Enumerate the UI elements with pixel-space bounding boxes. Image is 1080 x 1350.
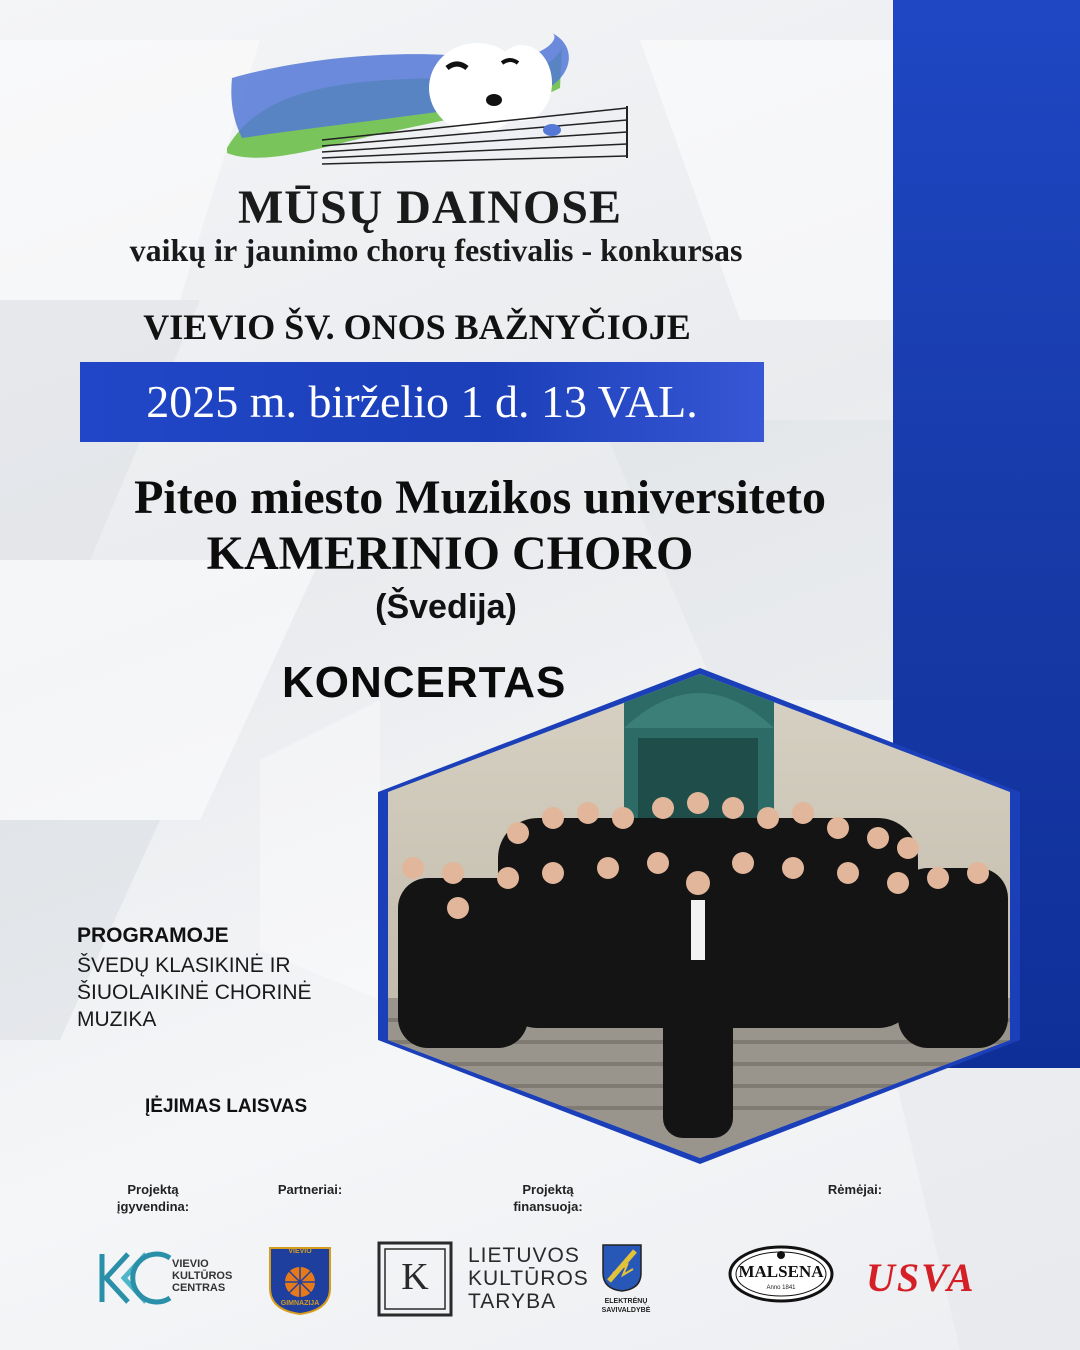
label-implementer: Projektą įgyvendina: <box>116 1182 190 1214</box>
entry-note: ĮĖJIMAS LAISVAS <box>145 1096 308 1117</box>
label-partners: Partneriai: <box>277 1182 343 1197</box>
event-venue: VIEVIO ŠV. ONOS BAŽNYČIOJE <box>143 307 691 347</box>
festival-logo <box>222 28 632 170</box>
ltc-letter: K <box>401 1256 429 1298</box>
festival-title: MŪSŲ DAINOSE <box>237 181 623 234</box>
kc-logo-icon <box>96 1250 172 1306</box>
performer-line-1: Piteo miesto Muzikos universiteto <box>134 471 826 524</box>
performer-line-2: KAMERINIO CHORO <box>206 527 694 580</box>
malsena-logo-text: MALSENA <box>738 1262 824 1281</box>
elektrenai-shield-icon <box>601 1243 643 1293</box>
kc-logo-text: VIEVIO KULTŪROS CENTRAS <box>172 1258 233 1294</box>
festival-subtitle: vaikų ir jaunimo chorų festivalis - konkursas <box>129 232 743 268</box>
elektrenai-text: ELEKTRĖNŲ SAVIVALDYBĖ <box>601 1298 651 1314</box>
concert-label: KONCERTAS <box>282 658 567 707</box>
choir-photo <box>378 668 1020 1164</box>
label-funder: Projektą finansuoja: <box>513 1182 583 1214</box>
gymnasium-top-text: VIEVIO <box>288 1248 312 1255</box>
label-sponsors: Rėmėjai: <box>827 1182 883 1197</box>
program-text: ŠVEDŲ KLASIKINĖ IR ŠIUOLAIKINĖ CHORINĖ MUZIKA <box>77 954 312 1031</box>
usva-logo-text: USVA <box>866 1255 976 1300</box>
gymnasium-bottom-text: GIMNAZIJA <box>280 1300 320 1307</box>
malsena-logo-sub: Anno 1841 <box>766 1285 796 1291</box>
program-heading: PROGRAMOJE <box>77 924 229 947</box>
performer-country: (Švedija) <box>375 588 517 626</box>
ltc-logo-text: LIETUVOS KULTŪROS TARYBA <box>468 1244 589 1313</box>
event-date: 2025 m. birželio 1 d. 13 VAL. <box>80 362 764 442</box>
